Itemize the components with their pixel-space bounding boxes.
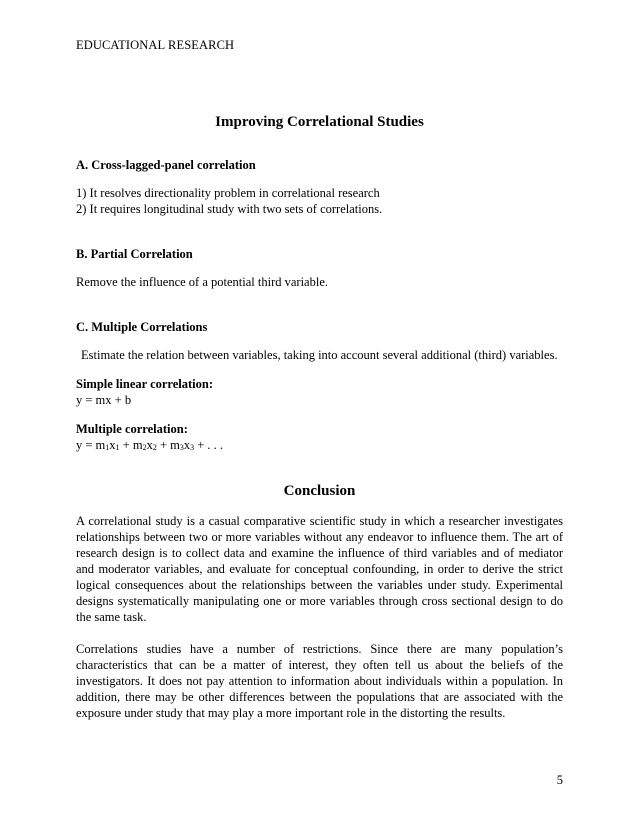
conclusion-paragraph-2: Correlations studies have a number of restrictions. Since there are many population’s characteristics that can be a matter of interest, they often tell us about the beliefs of the investigators. It does not pay attention to information about individuals within a population. In addition, there may be other differences between the populations that are associated with the exposure under study that may play a more important role in the distorting the results. — [76, 642, 563, 720]
section-a-item-2: 2) It requires longitudinal study with two sets of correlations. — [76, 202, 383, 216]
running-header: EDUCATIONAL RESEARCH — [76, 38, 235, 52]
conclusion-paragraph-1: A correlational study is a casual comparative scientific study in which a researcher investigates relationships between two or more variables without any endeavor to influence them. The art of research design is to collect data and examine the influence of third variables and of mediator and moderator variables, and evaluate for conceptual confounding, in order to derive the strict logical consequences about the relationships between the variables under study. Experimental designs systematically manipulating one or more variables through cross sectional design to do the same task. — [76, 514, 563, 624]
simple-linear-formula: y = mx + b — [76, 393, 132, 407]
section-b-heading: B. Partial Correlation — [76, 247, 193, 261]
section-c-text: Estimate the relation between variables, taking into account several additional (third) variables. — [81, 348, 558, 362]
page-number: 5 — [556, 773, 563, 787]
section-c-heading: C. Multiple Correlations — [76, 320, 208, 334]
section-a-list — [76, 185, 563, 217]
multiple-correlation-formula: $y = m_1x_1 + m_2x_2 + m_3x_3$ + . . . — [76, 438, 224, 452]
section-b-text: Remove the influence of a potential third variable. — [76, 275, 328, 289]
multiple-correlation-block — [76, 421, 563, 453]
section-a-item-1: 1) It resolves directionality problem in correlational research — [76, 186, 380, 200]
simple-linear-label: Simple linear correlation: — [76, 377, 214, 391]
page-title: Improving Correlational Studies — [215, 114, 424, 130]
section-a-heading: A. Cross-lagged-panel correlation — [76, 158, 256, 172]
multiple-correlation-label: Multiple correlation: — [76, 422, 188, 436]
simple-linear-block — [76, 376, 563, 408]
page-content — [76, 114, 563, 721]
conclusion-heading: Conclusion — [283, 483, 356, 499]
